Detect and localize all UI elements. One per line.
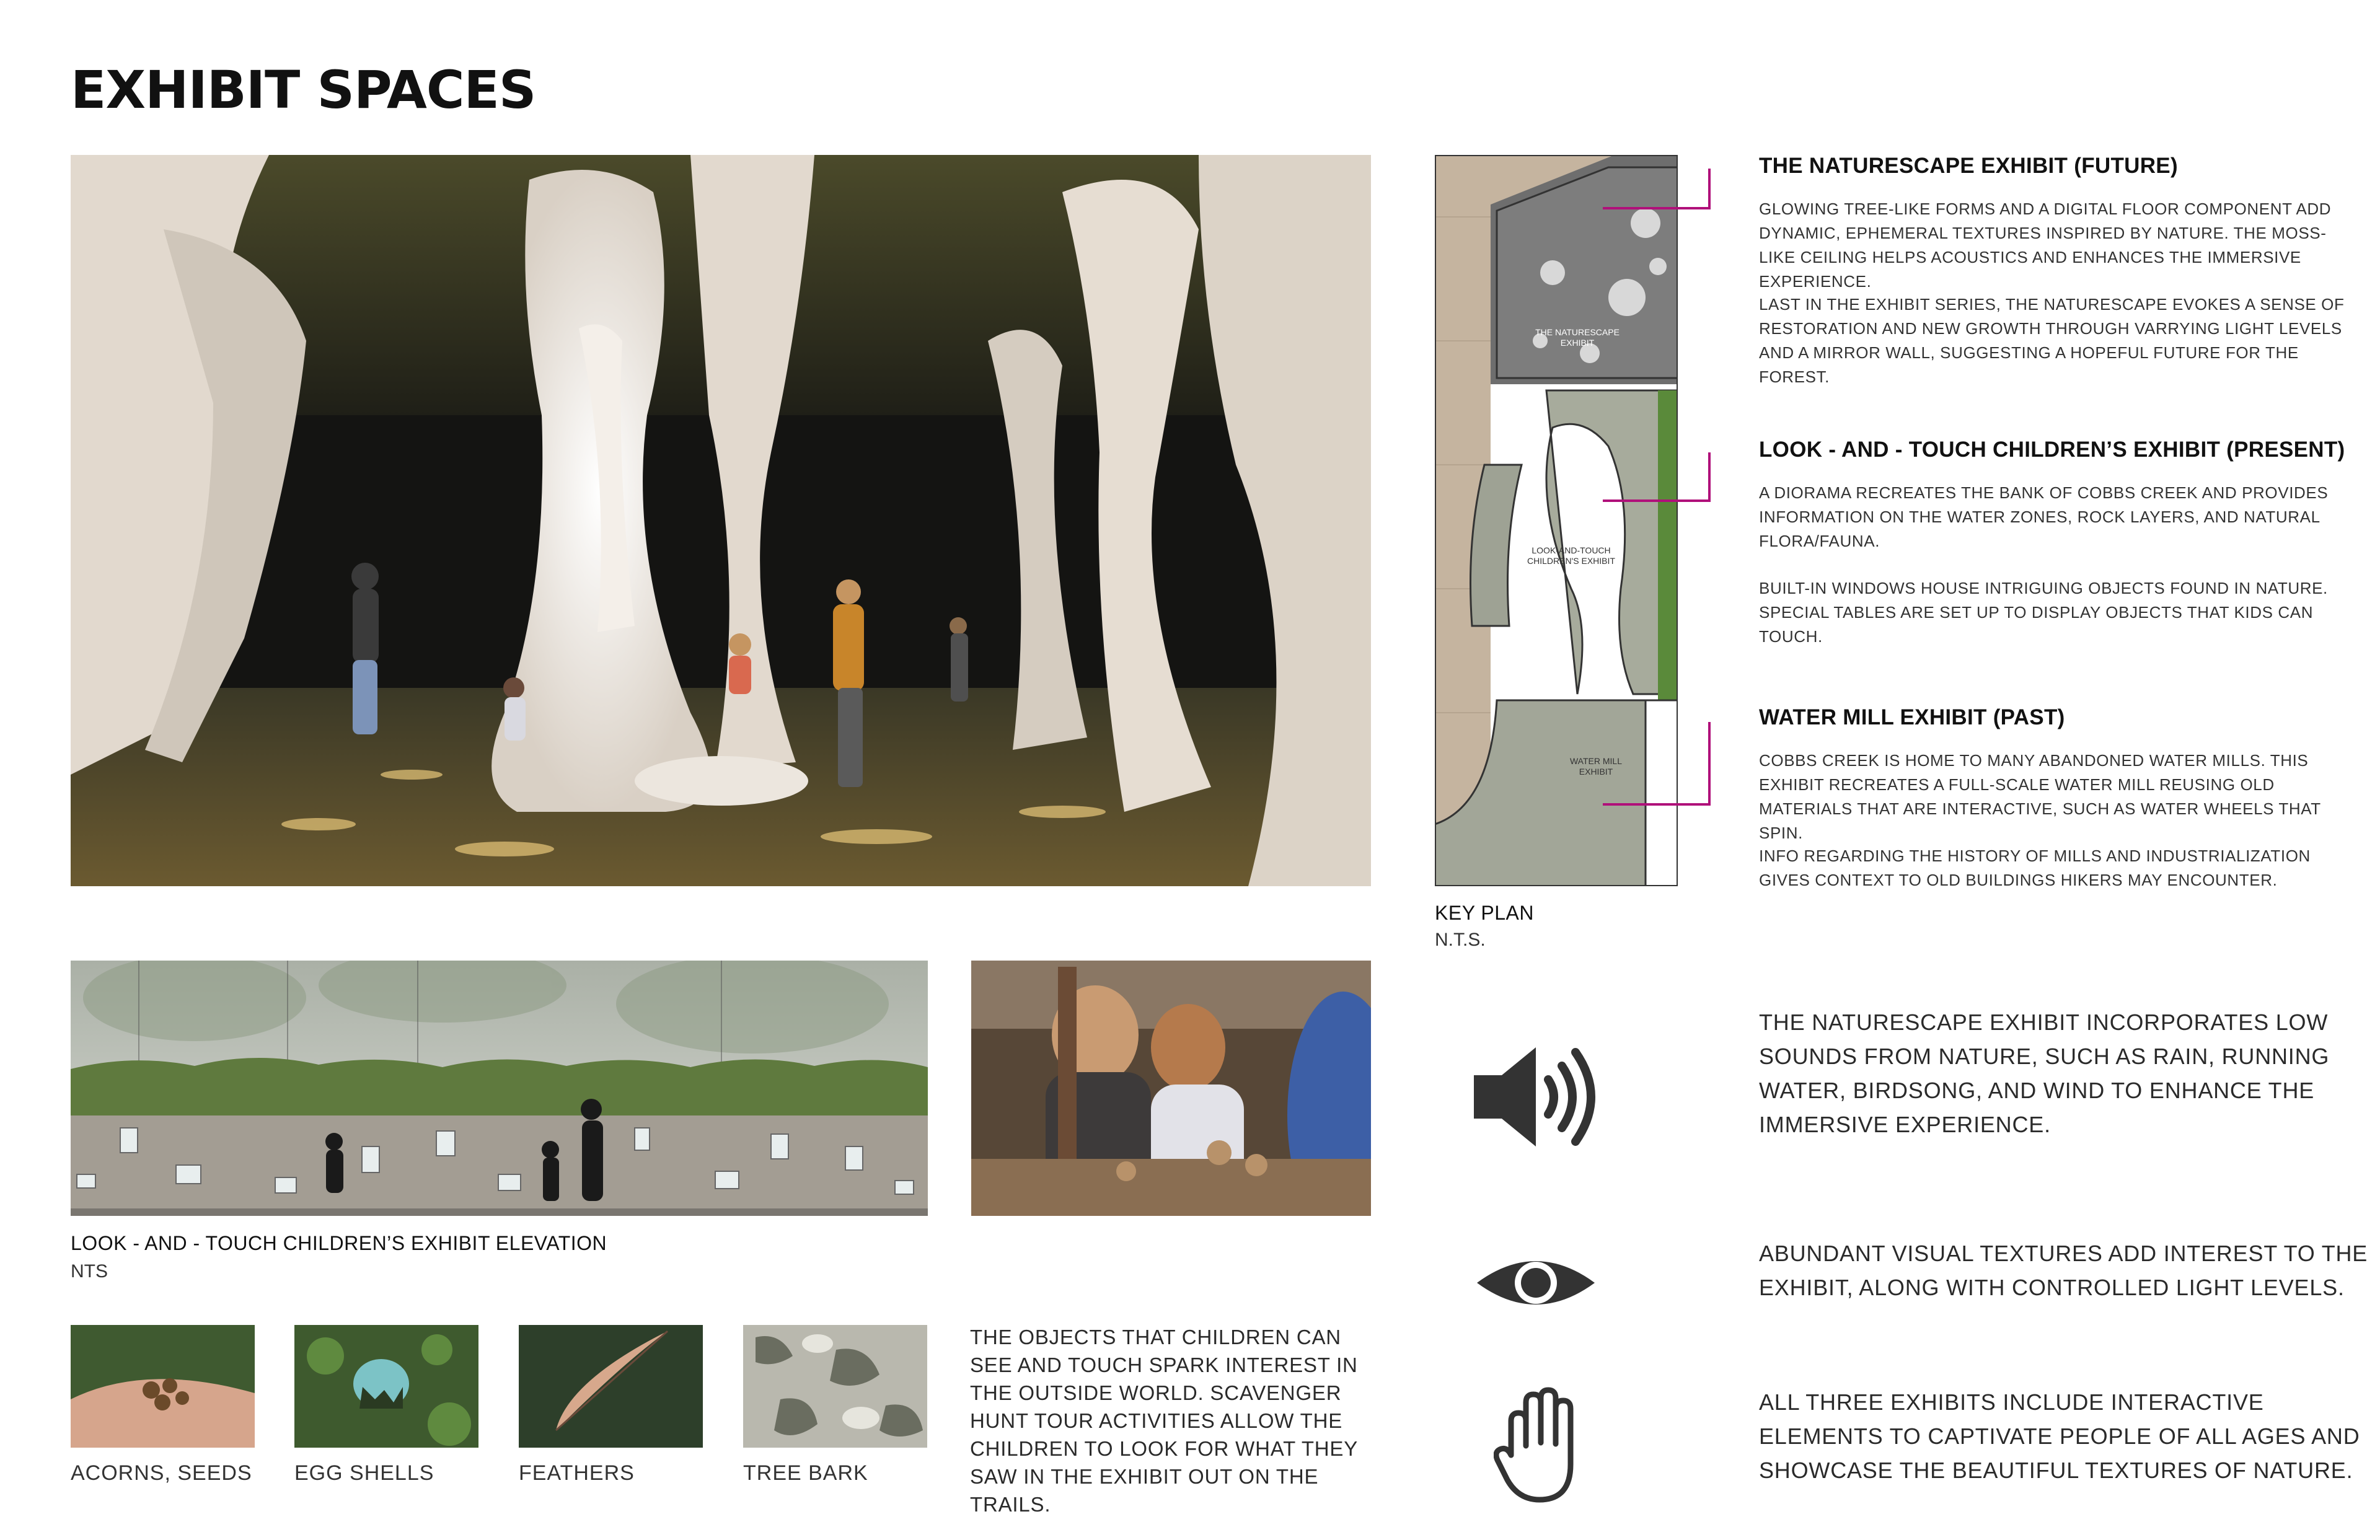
elevation-scale: NTS — [71, 1261, 108, 1282]
egg-shells-photo — [294, 1325, 478, 1448]
key-plan-label: KEY PLAN — [1435, 902, 1534, 924]
leader-line-naturescape-rise — [1708, 169, 1711, 209]
exhibit-heading-water-mill: WATER MILL EXHIBIT (PAST) — [1759, 705, 2065, 729]
leader-line-look-touch-rise — [1708, 452, 1711, 502]
egg-shells-label: EGG SHELLS — [294, 1461, 434, 1485]
exhibit-text-naturescape-2: LAST IN THE EXHIBIT SERIES, THE NATURESCAPE EVOKES A SENSE OF RESTORATION AND NEW GROWTH THROUGH VARRYING LIGHT LEVELS AND A MIRROR WALL, SUGGESTING A HOPEFUL FUTURE FOR THE FOREST. — [1759, 295, 2345, 386]
elevation-drawing — [71, 961, 928, 1216]
leader-line-naturescape — [1603, 207, 1708, 209]
keyplan-label-look-touch: LOOK-AND-TOUCH CHILDREN'S EXHIBIT — [1527, 545, 1615, 566]
speaker-icon — [1474, 1041, 1604, 1156]
leader-line-look-touch — [1603, 499, 1708, 502]
keyplan-label-water-mill: WATER MILL EXHIBIT — [1569, 756, 1622, 777]
eye-icon — [1474, 1249, 1598, 1320]
objects-description: THE OBJECTS THAT CHILDREN CAN SEE AND TOUCH SPARK INTEREST IN THE OUTSIDE WORLD. SCAVENGER HUNT TOUR ACTIVITIES ALLOW THE CHILDREN TO LOOK FOR WHAT THEY SAW IN THE EXHIBIT OUT ON THE TRAILS. — [970, 1326, 1358, 1516]
sense-text-visual: ABUNDANT VISUAL TEXTURES ADD INTEREST TO THE EXHIBIT, ALONG WITH CONTROLLED LIGHT LEVELS. — [1759, 1241, 2368, 1300]
acorns-photo — [71, 1325, 255, 1448]
key-plan-scale: N.T.S. — [1435, 930, 1486, 950]
naturescape-render-image — [71, 155, 1371, 886]
exhibit-heading-naturescape: THE NATURESCAPE EXHIBIT (FUTURE) — [1759, 154, 2178, 178]
sense-text-touch: ALL THREE EXHIBITS INCLUDE INTERACTIVE ELEMENTS TO CAPTIVATE PEOPLE OF ALL AGES AND SHOWCASE THE BEAUTIFUL TEXTURES OF NATURE. — [1759, 1389, 2360, 1483]
leader-line-water-mill-rise — [1708, 722, 1711, 806]
feathers-photo — [519, 1325, 703, 1448]
sense-text-sound: THE NATURESCAPE EXHIBIT INCORPORATES LOW SOUNDS FROM NATURE, SUCH AS RAIN, RUNNING WATER, BIRDSONG, AND WIND TO ENHANCE THE IMMERSIVE EXPERIENCE. — [1759, 1010, 2330, 1137]
exhibit-text-water-mill-2: INFO REGARDING THE HISTORY OF MILLS AND INDUSTRIALIZATION GIVES CONTEXT TO OLD BUILDINGS HIKERS MAY ENCOUNTER. — [1759, 847, 2311, 889]
exhibit-heading-look-touch: LOOK - AND - TOUCH CHILDREN’S EXHIBIT (PRESENT) — [1759, 438, 2345, 462]
children-touch-table-photo — [971, 961, 1371, 1216]
key-plan-drawing — [1435, 155, 1678, 886]
tree-bark-label: TREE BARK — [743, 1461, 868, 1485]
page-title: EXHIBIT SPACES — [71, 59, 536, 120]
keyplan-label-naturescape: THE NATURESCAPE EXHIBIT — [1535, 327, 1620, 348]
elevation-caption: LOOK - AND - TOUCH CHILDREN’S EXHIBIT ELEVATION — [71, 1232, 607, 1254]
tree-bark-photo — [743, 1325, 927, 1448]
hand-icon — [1494, 1387, 1587, 1508]
acorns-label: ACORNS, SEEDS — [71, 1461, 252, 1485]
exhibit-text-look-touch-2: BUILT-IN WINDOWS HOUSE INTRIGUING OBJECTS FOUND IN NATURE. SPECIAL TABLES ARE SET UP TO DISPLAY OBJECTS THAT KIDS CAN TOUCH. — [1759, 579, 2328, 646]
exhibit-text-naturescape-1: GLOWING TREE-LIKE FORMS AND A DIGITAL FLOOR COMPONENT ADD DYNAMIC, EPHEMERAL TEXTURES INSPIRED BY NATURE. THE MOSS-LIKE CEILING HELPS ACOUSTICS AND ENHANCES THE IMMERSIVE EXPERIENCE. — [1759, 200, 2332, 291]
exhibit-text-look-touch-1: A DIORAMA RECREATES THE BANK OF COBBS CREEK AND PROVIDES INFORMATION ON THE WATER ZONES, ROCK LAYERS, AND NATURAL FLORA/FAUNA. — [1759, 483, 2329, 550]
feathers-label: FEATHERS — [519, 1461, 635, 1485]
exhibit-text-water-mill-1: COBBS CREEK IS HOME TO MANY ABANDONED WATER MILLS. THIS EXHIBIT RECREATES A FULL-SCALE WATER MILL REUSING OLD MATERIALS THAT ARE INTERACTIVE, SUCH AS WATER WHEELS THAT SPIN. — [1759, 751, 2321, 842]
leader-line-water-mill — [1603, 803, 1708, 806]
